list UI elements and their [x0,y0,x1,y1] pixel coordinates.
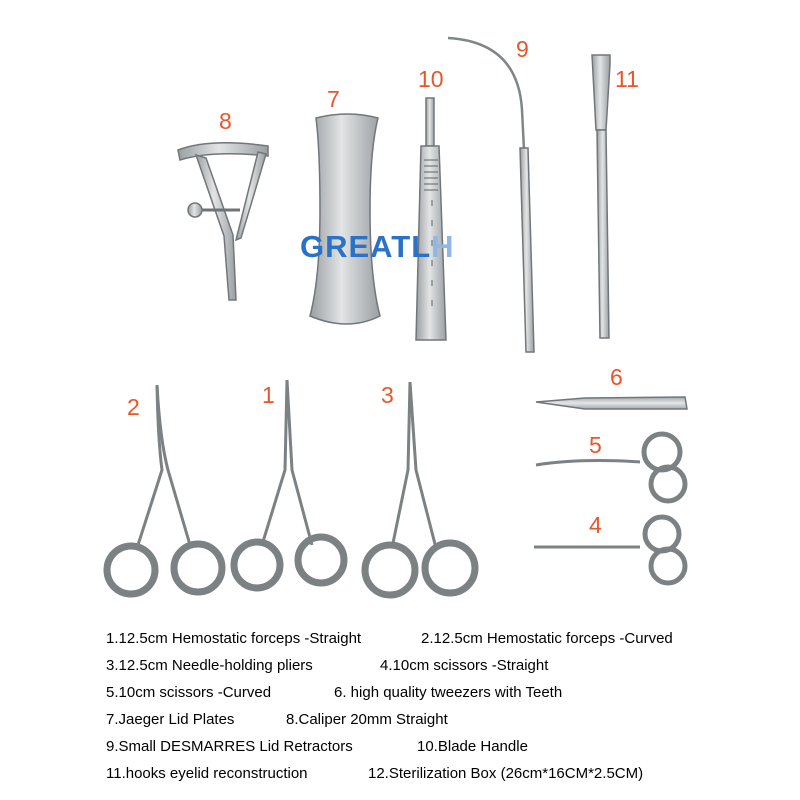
item-number-3: 3 [381,382,394,408]
caption-row [106,706,786,733]
caption-item-9: 9.Small DESMARRES Lid Retractors [106,738,353,755]
item-number-9: 9 [516,36,529,62]
needle-holder [365,382,475,595]
caption-item-1: 1.12.5cm Hemostatic forceps -Straight [106,630,362,647]
brand-watermark [300,231,455,262]
brand-part-2: H [431,229,455,264]
item-number-10: 10 [418,66,444,92]
caption-item-4: 4.10cm scissors -Straight [380,657,549,674]
item-caption-list [106,625,786,787]
caption-item-11: 11.hooks eyelid reconstruction [106,765,308,782]
item-number-2: 2 [127,394,140,420]
lid-plate-instrument [310,114,380,324]
item-number-11: 11 [615,66,639,92]
item-number-6: 6 [610,364,623,390]
caption-item-12: 12.Sterilization Box (26cm*16CM*2.5CM) [368,765,644,782]
caption-item-7: 7.Jaeger Lid Plates [106,711,235,728]
item-number-5: 5 [589,432,602,458]
caption-item-3: 3.12.5cm Needle-holding pliers [106,657,313,674]
caption-row [106,652,786,679]
retractor-instrument [448,38,534,352]
tweezers-instrument [536,397,687,409]
caliper-instrument [178,143,268,300]
caption-item-2: 2.12.5cm Hemostatic forceps -Curved [421,630,673,647]
blade-handle-instrument [416,98,446,340]
curved-scissors [536,434,685,501]
caption-item-5: 5.10cm scissors -Curved [106,684,272,701]
caption-item-6: 6. high quality tweezers with Teeth [334,684,563,701]
hemostatic-forceps-straight [234,380,344,588]
item-number-4: 4 [589,512,602,538]
hemostatic-forceps-curved [107,385,222,594]
caption-item-8: 8.Caliper 20mm Straight [286,711,448,728]
caption-item-10: 10.Blade Handle [417,738,528,755]
brand-part-1: GREATL [300,229,432,264]
eyelid-hook-instrument [592,55,610,338]
straight-scissors [534,517,685,583]
item-number-7: 7 [327,86,340,112]
item-number-1: 1 [262,382,275,408]
caption-row [106,760,786,787]
caption-row [106,679,786,706]
item-number-8: 8 [219,108,232,134]
caption-row [106,733,786,760]
caption-row [106,625,786,652]
